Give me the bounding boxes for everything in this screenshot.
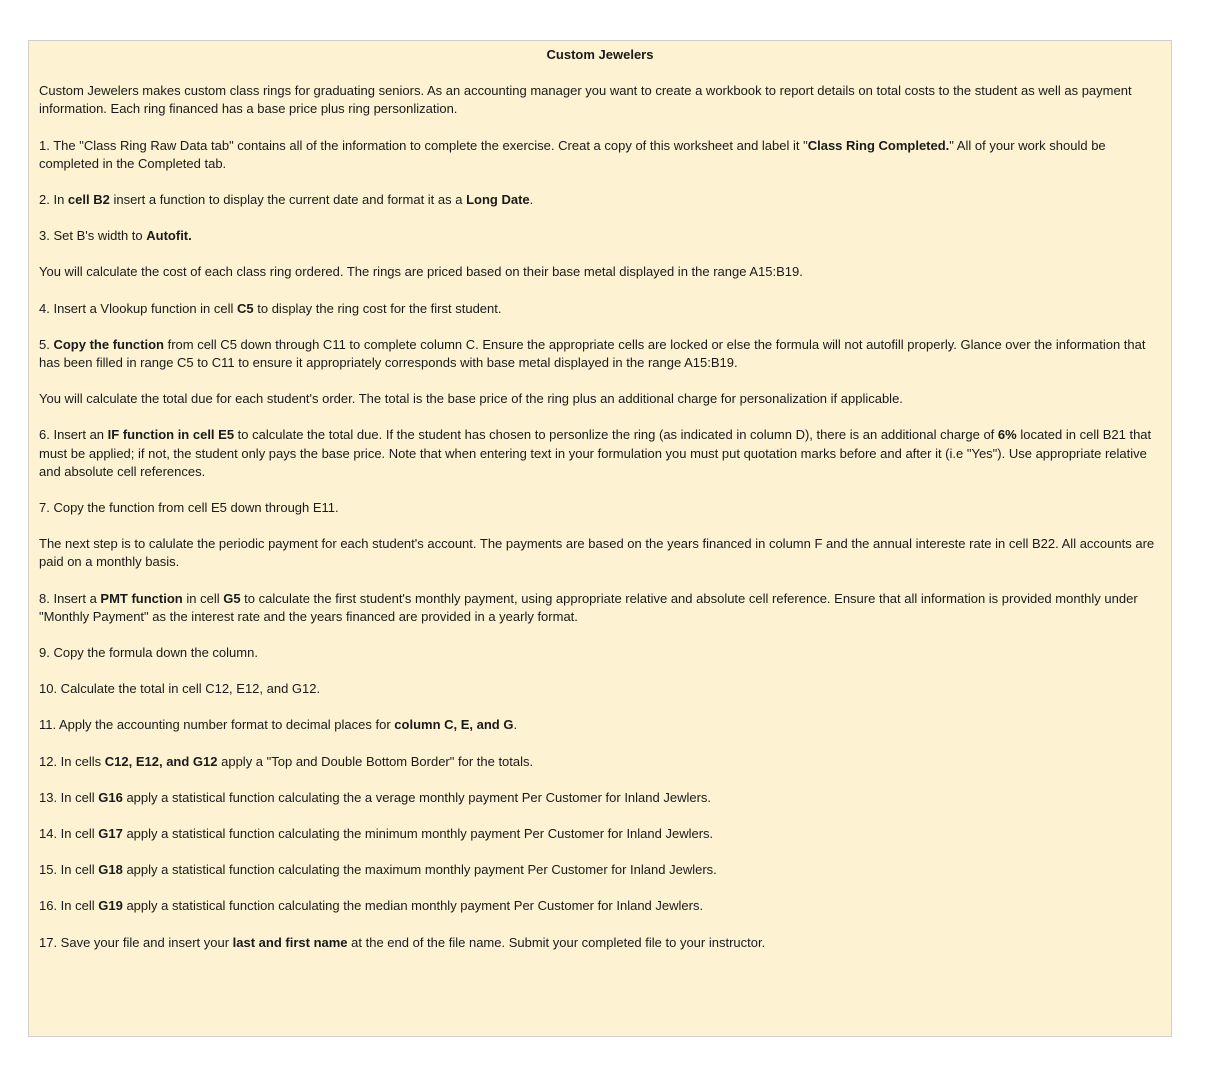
instruction-paragraph: 11. Apply the accounting number format to decimal places for column C, E, and G. — [39, 717, 518, 733]
instruction-paragraph: 15. In cell G18 apply a statistical function calculating the maximum monthly payment Per Customer for Inland Jewlers. — [39, 862, 717, 878]
bold-emphasis: G17 — [98, 826, 123, 842]
instruction-paragraph: You will calculate the total due for each student's order. The total is the base price of the ring plus an additional charge for personalization if applicable. — [39, 391, 903, 407]
instruction-paragraph: 8. Insert a PMT function in cell G5 to calculate the first student's monthly payment, using appropriate relative and absolute cell reference. Ensure that all information is provided monthly under "Monthly Payment" as the interest rate and the years financed are provided in a yearly format. — [39, 590, 1138, 624]
instruction-paragraph: 7. Copy the function from cell E5 down through E11. — [39, 500, 339, 516]
bold-emphasis: column C, E, and G — [394, 717, 514, 733]
instruction-paragraph: 5. Copy the function from cell C5 down through C11 to complete column C. Ensure the appropriate cells are locked or else the formula will not autofill properly. Glance over the information that has been filled in range C5 to C11 to ensure it appropriately corresponds with base metal displayed in the range A15:B19. — [39, 336, 1146, 371]
bold-emphasis: Autofit. — [146, 228, 192, 244]
bold-emphasis: 6% — [997, 427, 1017, 443]
instruction-paragraph: 3. Set B's width to Autofit. — [39, 228, 192, 244]
instruction-paragraph: 4. Insert a Vlookup function in cell C5 to display the ring cost for the first student. — [39, 300, 502, 316]
instruction-paragraph: 1. The "Class Ring Raw Data tab" contains all of the information to complete the exercise. Creat a copy of this worksheet and label it "Class Ring Completed." All of your work should be completed in the Completed tab. — [39, 137, 1106, 171]
bold-emphasis: IF function in cell E5 — [107, 427, 235, 443]
instruction-paragraph: 2. In cell B2 insert a function to display the current date and format it as a Long Date. — [39, 192, 534, 208]
instruction-paragraph: 9. Copy the formula down the column. — [39, 645, 258, 661]
instruction-paragraph: 16. In cell G19 apply a statistical function calculating the median monthly payment Per Customer for Inland Jewlers. — [39, 898, 704, 914]
instruction-paragraph: The next step is to calulate the periodic payment for each student's account. The payments are based on the years financed in column F and the annual intereste rate in cell B22. All accounts are paid on a monthly basis. — [39, 536, 1155, 570]
bold-emphasis: G5 — [223, 590, 241, 606]
instruction-paragraph: 13. In cell G16 apply a statistical function calculating the a verage monthly payment Per Customer for Inland Jewlers. — [39, 789, 712, 805]
instruction-paragraph: 14. In cell G17 apply a statistical function calculating the minimum monthly payment Per Customer for Inland Jewlers. — [39, 826, 714, 842]
instruction-list — [39, 82, 1161, 952]
bold-emphasis: last and first name — [232, 934, 348, 950]
bold-emphasis: G19 — [98, 898, 123, 914]
instruction-paragraph: Custom Jewelers makes custom class rings for graduating seniors. As an accounting manager you want to create a workbook to report details on total costs to the student as well as payment information. Each ring financed has a base price plus ring personlization. — [39, 83, 1132, 117]
instruction-paragraph: 10. Calculate the total in cell C12, E12, and G12. — [39, 681, 321, 697]
instruction-paragraph: 17. Save your file and insert your last and first name at the end of the file name. Submit your completed file to your instructor. — [39, 934, 766, 950]
instruction-paragraph: You will calculate the cost of each class ring ordered. The rings are priced based on their base metal displayed in the range A15:B19. — [39, 264, 803, 280]
instruction-paragraph: 6. Insert an IF function in cell E5 to calculate the total due. If the student has chosen to personlize the ring (as indicated in column D), there is an additional charge of 6% located in cell B21 that must be applied; if not, the student only pays the base price. Note that when entering text in your formulation you must put quotation marks before and after it (i.e "Yes"). Use appropriate relative and absolute cell references. — [39, 427, 1152, 479]
bold-emphasis: cell B2 — [67, 192, 110, 208]
bold-emphasis: C5 — [237, 300, 254, 316]
bold-emphasis: G18 — [98, 862, 123, 878]
bold-emphasis: Long Date — [466, 192, 530, 208]
bold-emphasis: C12, E12, and G12 — [104, 753, 218, 769]
instruction-sheet — [28, 40, 1172, 1037]
instruction-paragraph: 12. In cells C12, E12, and G12 apply a "Top and Double Bottom Border" for the totals. — [39, 753, 534, 769]
document-title: Custom Jewelers — [546, 47, 654, 62]
bold-emphasis: G16 — [98, 789, 123, 805]
bold-emphasis: Copy the function — [53, 336, 164, 352]
bold-emphasis: PMT function — [100, 590, 183, 606]
bold-emphasis: Class Ring Completed. — [807, 137, 950, 153]
